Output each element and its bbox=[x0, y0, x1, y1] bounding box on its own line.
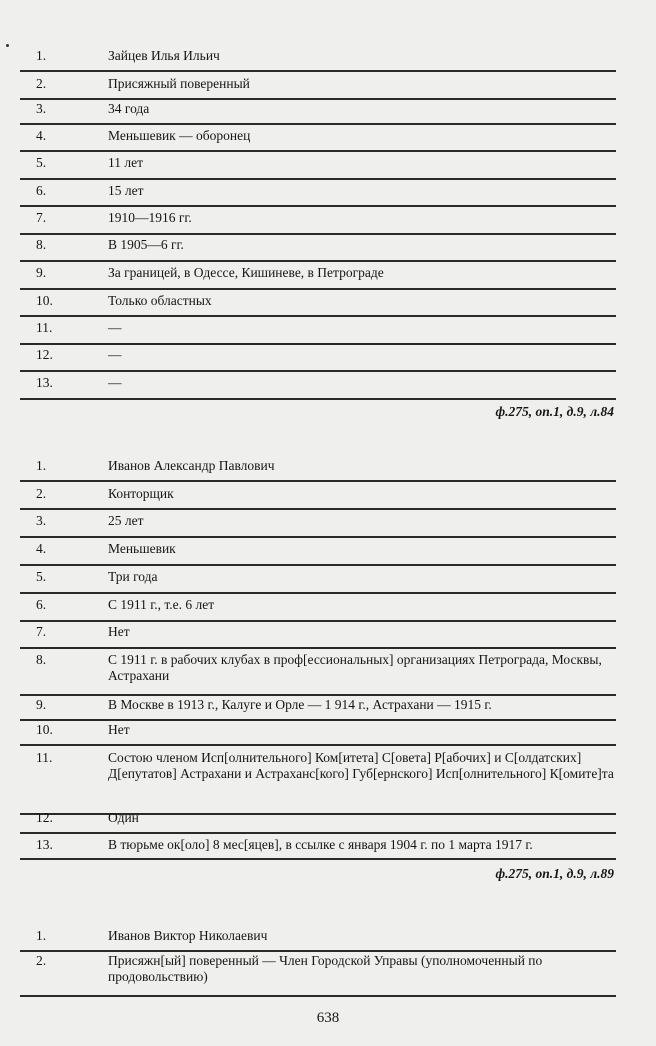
row-number: 6. bbox=[36, 183, 47, 198]
archive-citation: ф.275, оп.1, д.9, л.89 bbox=[495, 866, 614, 881]
row-answer: Иванов Александр Павлович bbox=[108, 458, 275, 473]
row-number: 2. bbox=[36, 953, 47, 968]
row-number: 10. bbox=[36, 722, 53, 737]
row-number: 3. bbox=[36, 513, 47, 528]
archive-citation: ф.275, оп.1, д.9, л.84 bbox=[495, 404, 614, 419]
row-answer: Зайцев Илья Ильич bbox=[108, 48, 220, 63]
row-number: 13. bbox=[36, 375, 53, 390]
row-number: 13. bbox=[36, 837, 53, 852]
row-divider bbox=[20, 592, 616, 594]
row-divider bbox=[20, 858, 616, 860]
row-answer: 34 года bbox=[108, 101, 150, 116]
row-number: 1. bbox=[36, 458, 47, 473]
row-number: 7. bbox=[36, 210, 47, 225]
row-answer: Нет bbox=[108, 624, 130, 639]
row-divider bbox=[20, 343, 616, 345]
row-number: 9. bbox=[36, 697, 47, 712]
row-divider bbox=[20, 647, 616, 649]
row-number: 3. bbox=[36, 101, 47, 116]
row-number: 2. bbox=[36, 76, 47, 91]
row-answer: С 1911 г., т.е. 6 лет bbox=[108, 597, 215, 612]
row-number: 2. bbox=[36, 486, 47, 501]
row-divider bbox=[20, 620, 616, 622]
row-number: 6. bbox=[36, 597, 47, 612]
row-divider bbox=[20, 205, 616, 207]
row-divider bbox=[20, 536, 616, 538]
row-answer: За границей, в Одессе, Кишиневе, в Петрограде bbox=[108, 265, 384, 280]
row-answer: В тюрьме ок[оло] 8 мес[яцев], в ссылке с января 1904 г. по 1 марта 1917 г. bbox=[108, 837, 533, 852]
row-number: 7. bbox=[36, 624, 47, 639]
row-answer: Три года bbox=[108, 569, 158, 584]
row-divider bbox=[20, 480, 616, 482]
row-divider bbox=[20, 744, 616, 746]
row-answer: С 1911 г. в рабочих клубах в проф[ессиональных] организациях Петрограда, Москвы, Астрахани bbox=[108, 652, 602, 683]
row-divider bbox=[20, 995, 616, 997]
row-number: 11. bbox=[36, 750, 53, 765]
row-answer: Нет bbox=[108, 722, 130, 737]
row-answer: 25 лет bbox=[108, 513, 144, 528]
row-number: 1. bbox=[36, 928, 47, 943]
row-answer: Состою членом Исп[олнительного] Ком[итета] С[овета] Р[абочих] и С[олдатских] Д[епутатов] Астрахани и Астраханс[кого] Губ[ернского] Исп[олнительного] К[омите]та bbox=[108, 750, 614, 781]
row-number: 8. bbox=[36, 652, 47, 667]
row-divider bbox=[20, 70, 616, 72]
row-number: 4. bbox=[36, 128, 47, 143]
row-divider bbox=[20, 508, 616, 510]
row-number: 12. bbox=[36, 347, 53, 362]
row-divider bbox=[20, 832, 616, 834]
row-answer: В Москве в 1913 г., Калуге и Орле — 1 914 г., Астрахани — 1915 г. bbox=[108, 697, 492, 712]
row-answer: В 1905—6 гг. bbox=[108, 237, 184, 252]
row-answer: Присяжный поверенный bbox=[108, 76, 250, 91]
row-divider bbox=[20, 123, 616, 125]
row-number: 9. bbox=[36, 265, 47, 280]
row-divider bbox=[20, 98, 616, 100]
row-divider bbox=[20, 150, 616, 152]
row-answer: 1910—1916 гг. bbox=[108, 210, 192, 225]
row-number: 8. bbox=[36, 237, 47, 252]
row-number: 10. bbox=[36, 293, 53, 308]
row-divider bbox=[20, 398, 616, 400]
row-answer: — bbox=[108, 375, 122, 390]
row-answer: Иванов Виктор Николаевич bbox=[108, 928, 268, 943]
row-divider bbox=[20, 233, 616, 235]
row-divider bbox=[20, 370, 616, 372]
row-divider bbox=[20, 719, 616, 721]
row-answer: Присяжн[ый] поверенный — Член Городской Управы (уполномоченный по продовольствию) bbox=[108, 953, 543, 984]
row-number: 12. bbox=[36, 810, 53, 825]
row-divider bbox=[20, 694, 616, 696]
row-answer: 15 лет bbox=[108, 183, 144, 198]
row-divider bbox=[20, 315, 616, 317]
row-divider bbox=[20, 260, 616, 262]
row-answer: Меньшевик bbox=[108, 541, 176, 556]
row-divider bbox=[20, 564, 616, 566]
row-divider bbox=[20, 288, 616, 290]
row-number: 11. bbox=[36, 320, 53, 335]
row-answer: Конторщик bbox=[108, 486, 174, 501]
row-divider bbox=[20, 178, 616, 180]
row-answer: — bbox=[108, 347, 122, 362]
row-number: 1. bbox=[36, 48, 47, 63]
row-answer: Один bbox=[108, 810, 139, 825]
row-answer: Меньшевик — оборонец bbox=[108, 128, 251, 143]
row-answer: Только областных bbox=[108, 293, 212, 308]
row-answer: — bbox=[108, 320, 122, 335]
row-divider bbox=[20, 950, 616, 952]
row-number: 4. bbox=[36, 541, 47, 556]
page-number: 638 bbox=[316, 1010, 340, 1026]
row-number: 5. bbox=[36, 155, 47, 170]
row-answer: 11 лет bbox=[108, 155, 144, 170]
row-number: 5. bbox=[36, 569, 47, 584]
